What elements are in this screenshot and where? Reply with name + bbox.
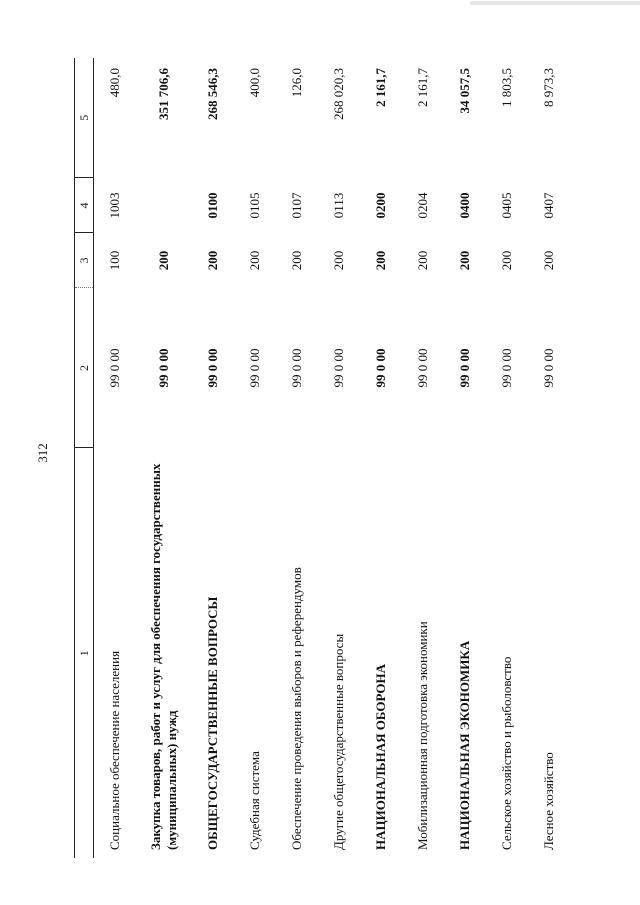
- row-name: Лесное хозяйство: [541, 752, 556, 850]
- row-section-code: 0200: [373, 192, 388, 219]
- row-section-code: 1003: [107, 192, 122, 219]
- table-row: [276, 58, 318, 858]
- table-row: [94, 58, 137, 858]
- row-section-code: 0407: [541, 192, 556, 219]
- row-section-code: 0100: [205, 192, 220, 219]
- header-col-5: 5: [75, 58, 94, 178]
- table-row: [360, 58, 402, 858]
- row-name: Социальное обеспечение населения: [107, 650, 122, 850]
- header-col-3: 3: [75, 233, 94, 288]
- row-target-code: 99 0 00: [205, 348, 220, 388]
- header-col-2: 2: [75, 288, 94, 448]
- row-name: Сельское хозяйство и рыболовство: [499, 656, 514, 850]
- row-expense-type: 100: [107, 250, 122, 271]
- row-target-code: 99 0 00: [373, 348, 388, 388]
- row-expense-type: 200: [541, 250, 556, 271]
- row-name: ОБЩЕГОСУДАРСТВЕННЫЕ ВОПРОСЫ: [205, 596, 220, 850]
- table-row: [234, 58, 276, 858]
- row-target-code: 99 0 00: [541, 348, 556, 388]
- row-expense-type: 200: [331, 250, 346, 271]
- header-col-4: 4: [75, 178, 94, 233]
- row-target-code: 99 0 00: [415, 348, 430, 388]
- budget-table-rotated: [74, 58, 600, 858]
- row-expense-type: 200: [247, 250, 262, 271]
- row-expense-type: 200: [156, 250, 171, 271]
- row-section-code: 0204: [415, 192, 430, 219]
- row-target-code: 99 0 00: [247, 348, 262, 388]
- row-amount: 268 020,3: [331, 68, 346, 120]
- row-amount: 34 057,5: [457, 68, 472, 114]
- row-amount: 400,0: [247, 68, 262, 98]
- row-section-code: 0113: [331, 192, 346, 219]
- row-name: Другие общегосударственные вопросы: [331, 633, 346, 850]
- row-amount: 268 546,3: [205, 68, 220, 120]
- row-expense-type: 200: [499, 250, 514, 271]
- row-target-code: 99 0 00: [289, 348, 304, 388]
- row-expense-type: 200: [205, 250, 220, 271]
- row-name: Закупка товаров, работ и услуг для обеспечения государственных (муниципальных) нужд: [148, 463, 179, 850]
- page-number: 312: [35, 443, 50, 463]
- row-name: Обеспечение проведения выборов и референдумов: [289, 567, 304, 850]
- row-amount: 2 161,7: [415, 68, 430, 107]
- row-expense-type: 200: [373, 250, 388, 271]
- row-amount: 8 973,3: [541, 68, 556, 107]
- row-target-code: 99 0 00: [107, 348, 122, 388]
- row-target-code: 99 0 00: [156, 348, 171, 388]
- table-body: [94, 58, 571, 858]
- row-section-code: [136, 178, 192, 233]
- row-amount: 1 803,5: [499, 68, 514, 107]
- row-expense-type: 200: [457, 250, 472, 271]
- table-row: [318, 58, 360, 858]
- table-row: [402, 58, 444, 858]
- page-top-rule: [0, 1, 640, 5]
- row-name: Судебная система: [247, 751, 262, 850]
- row-section-code: 0400: [457, 192, 472, 219]
- row-amount: 480,0: [107, 68, 122, 98]
- header-col-1: 1: [75, 448, 94, 858]
- table-row: [136, 58, 192, 858]
- table-row: [528, 58, 570, 858]
- table-row: [444, 58, 486, 858]
- row-expense-type: 200: [289, 250, 304, 271]
- table-row: [486, 58, 528, 858]
- row-target-code: 99 0 00: [457, 348, 472, 388]
- header-row: [75, 58, 94, 858]
- row-section-code: 0405: [499, 192, 514, 219]
- table-row: [192, 58, 234, 858]
- row-name: НАЦИОНАЛЬНАЯ ОБОРОНА: [373, 664, 388, 850]
- row-section-code: 0105: [247, 192, 262, 219]
- row-section-code: 0107: [289, 192, 304, 219]
- budget-table: [74, 58, 570, 858]
- row-name: НАЦИОНАЛЬНАЯ ЭКОНОМИКА: [457, 640, 472, 850]
- row-amount: 126,0: [289, 68, 304, 98]
- row-expense-type: 200: [415, 250, 430, 271]
- row-amount: 351 706,6: [156, 68, 171, 120]
- row-name: Мобилизационная подготовка экономики: [415, 621, 430, 850]
- row-target-code: 99 0 00: [499, 348, 514, 388]
- row-target-code: 99 0 00: [331, 348, 346, 388]
- row-amount: 2 161,7: [373, 68, 388, 107]
